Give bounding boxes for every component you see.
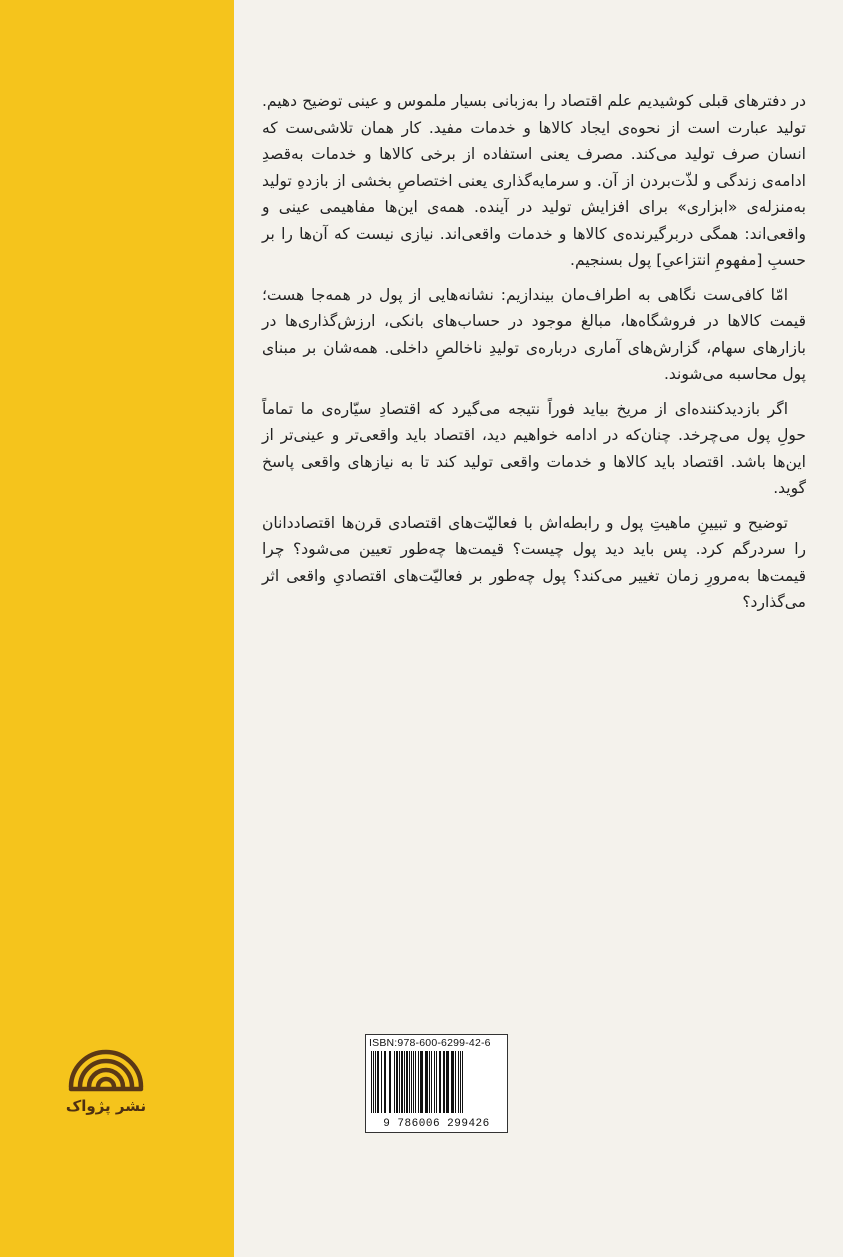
barcode-bar	[377, 1051, 379, 1113]
barcode-bar	[373, 1051, 374, 1113]
blurb-paragraph-2: امّا کافی‌ست نگاهی به اطراف‌مان بیندازیم: نشانه‌هایی از پول در همه‌جا هست؛ قیمت کالاها در فروشگاه‌ها، مبالغ موجود در حساب‌های بانکی، ارزش‌گذاری‌ها در بازارهای سهام، گزارش‌های آماری درباره‌ی تولیدِ ناخالصِ داخلی. همه‌شان بر مبنای پول محاسبه می‌شوند.	[262, 285, 806, 383]
barcode-bars	[370, 1051, 503, 1113]
blurb-paragraph-3: اگر بازدیدکننده‌ای از مریخ بیاید فوراً نتیجه می‌گیرد که اقتصادِ سیّاره‌ی ما تماماً حولِ پول می‌چرخد. چنان‌که در ادامه خواهیم دید، اقتصاد باید واقعی‌تر و عینی‌تر از این‌ها باشد. اقتصاد باید کالاها و خدمات واقعی تولید کند تا به نیازهای واقعی پاسخ گوید.	[262, 399, 806, 497]
barcode-digits: 9 786006 299426	[383, 1118, 490, 1130]
barcode-bar	[460, 1051, 461, 1113]
barcode-bar	[371, 1051, 372, 1113]
isbn-label: ISBN:978-600-6299-42-6	[369, 1037, 491, 1049]
barcode-bar	[420, 1051, 423, 1113]
barcode-bar	[375, 1051, 376, 1113]
blurb-paragraph-4: توضیح و تبیینِ ماهیتِ پول و رابطه‌اش با فعالیّت‌های اقتصادی قرن‌ها اقتصاددانان را سردرگم کرد. پس باید دید پول چیست؟ قیمت‌ها چه‌طور تعیین می‌شود؟ چرا قیمت‌ها به‌مرورِ زمان تغییر می‌کند؟ پول چه‌طور بر فعالیّت‌های اقتصادیِ واقعی اثر می‌گذارد؟	[262, 513, 806, 611]
publisher-logo	[56, 1015, 156, 1115]
barcode-bar	[431, 1051, 432, 1113]
barcode-bar	[384, 1051, 386, 1113]
barcode-bar	[401, 1051, 403, 1113]
barcode-bar	[394, 1051, 395, 1113]
barcode-bar	[455, 1051, 456, 1113]
barcode-bar	[389, 1051, 391, 1113]
barcode-bar	[399, 1051, 400, 1113]
barcode-bar	[429, 1051, 430, 1113]
barcode-bar	[413, 1051, 414, 1113]
barcode-bar	[404, 1051, 405, 1113]
concentric-arch-logo-icon	[65, 1015, 147, 1095]
publisher-name: نشر پژواک	[65, 1097, 147, 1115]
barcode-bar	[415, 1051, 416, 1113]
barcode-bar	[443, 1051, 445, 1113]
barcode-bar	[381, 1051, 382, 1113]
barcode-bar	[396, 1051, 398, 1113]
barcode-bar	[411, 1051, 412, 1113]
blurb-paragraph-1: در دفترهای قبلی کوشیدیم علم اقتصاد را به‌زبانی بسیار ملموس و عینی توضیح دهیم. تولید عبارت است از نحوه‌ی ایجاد کالاها و خدمات مفید. کار همان تلاشی‌ست که انسان صرف تولید می‌کند. مصرف یعنی استفاده از برخی کالاها و خدمات به‌قصدِ ادامه‌ی زندگی و لذّت‌بردن از آن. و سرمایه‌گذاری یعنی اختصاصِ بخشی از بازدهِ تولید به‌منزله‌ی «ابزاری» برای افزایش تولید در آینده. همه‌ی این‌ها مفاهیمی عینی و واقعی‌اند: همگی دربرگیرنده‌ی کالاها و خدمات واقعی‌اند. نیازی نیست که آن‌ها را بر حسبِ [مفهومِ انتزاعیِ] پول بسنجیم.	[262, 92, 806, 269]
back-cover-blurb	[262, 88, 806, 624]
barcode-bar	[418, 1051, 419, 1113]
isbn-barcode	[365, 1034, 508, 1133]
barcode-bar	[451, 1051, 454, 1113]
barcode-bar	[458, 1051, 459, 1113]
barcode-bar	[446, 1051, 449, 1113]
barcode-bar	[434, 1051, 435, 1113]
barcode-bar	[439, 1051, 441, 1113]
barcode-bar	[409, 1051, 410, 1113]
barcode-bar	[406, 1051, 408, 1113]
barcode-bar	[425, 1051, 428, 1113]
barcode-bar	[462, 1051, 463, 1113]
barcode-bar	[436, 1051, 437, 1113]
